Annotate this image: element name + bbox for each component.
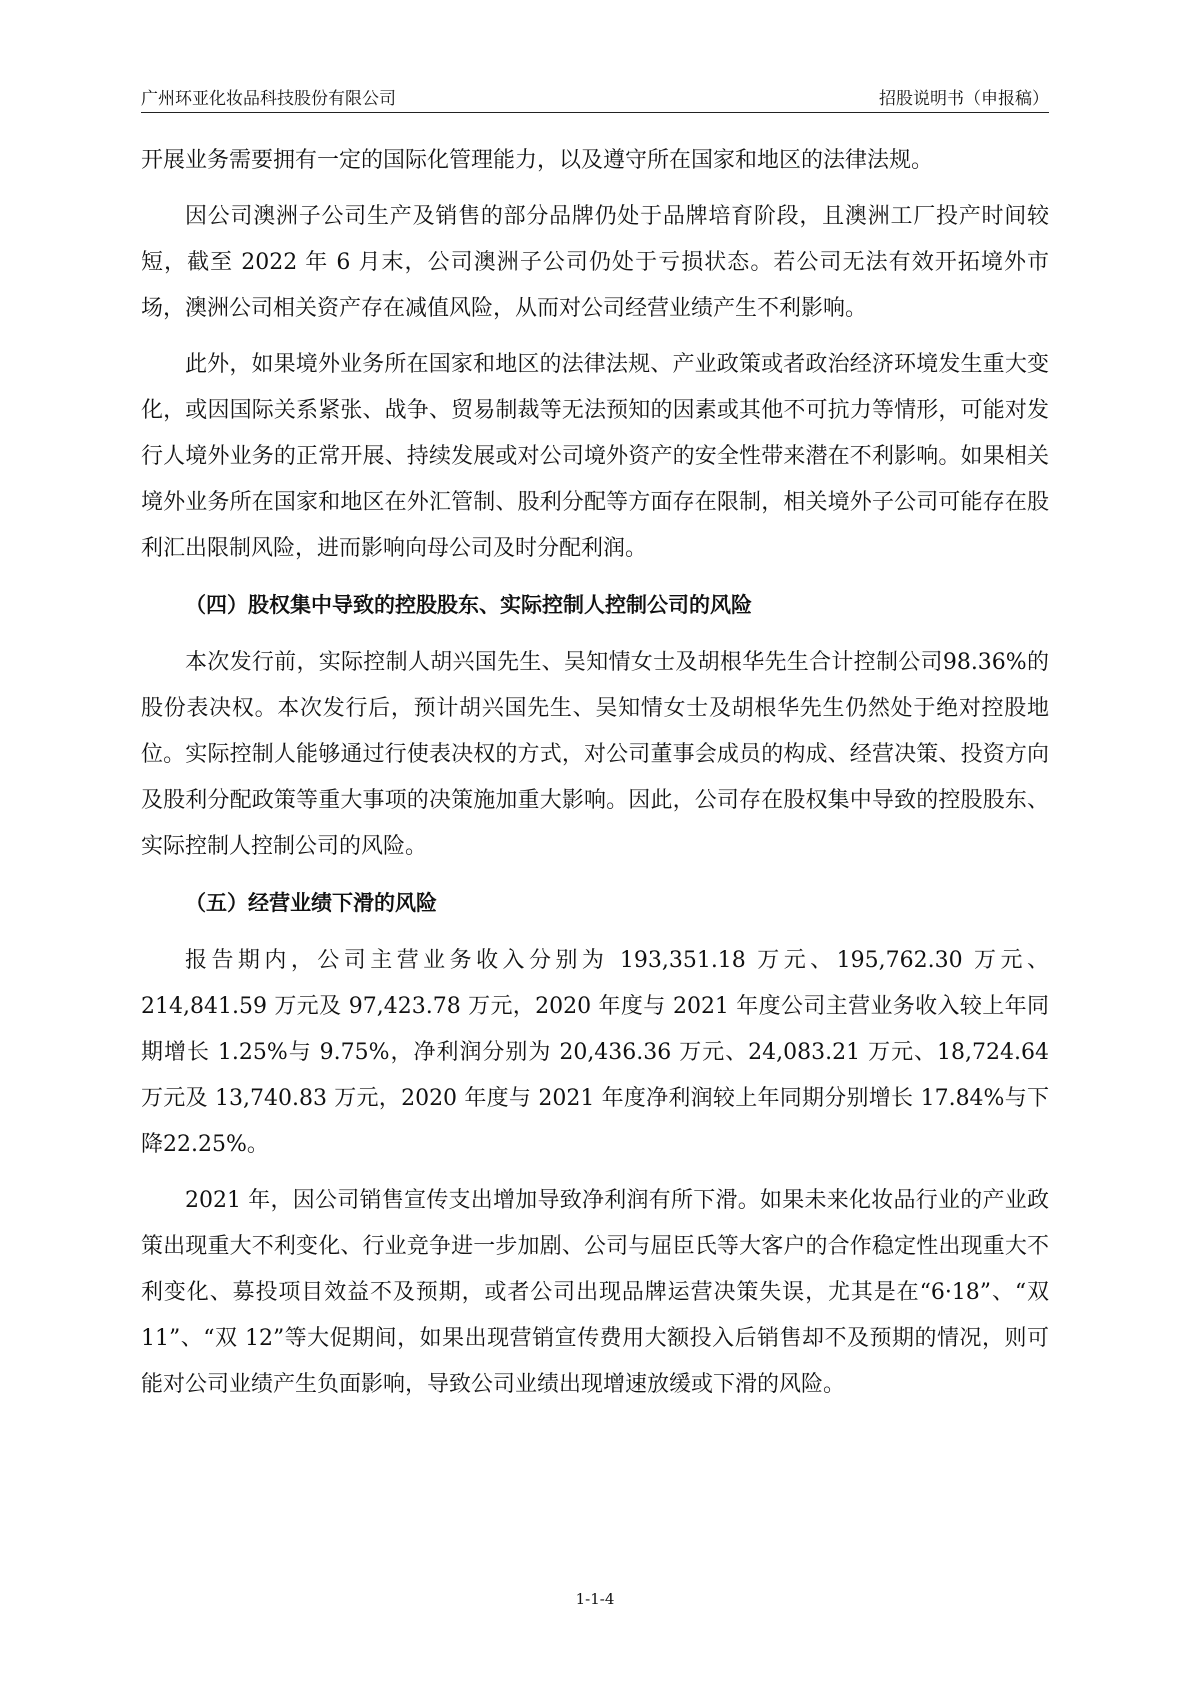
paragraph: 开展业务需要拥有一定的国际化管理能力，以及遵守所在国家和地区的法律法规。: [141, 148, 934, 173]
header-company-name: 广州环亚化妆品科技股份有限公司: [141, 89, 396, 109]
paragraph: 因公司澳洲子公司生产及销售的部分品牌仍处于品牌培育阶段，且澳洲工厂投产时间较短，截至 2022 年 6 月末，公司澳洲子公司仍处于亏损状态。若公司无法有效开拓境外市场，澳洲公司相关资产存在减值风险，从而对公司经营业绩产生不利影响。: [141, 204, 1049, 321]
paragraph: 本次发行前，实际控制人胡兴国先生、吴知情女士及胡根华先生合计控制公司98.36%的股份表决权。本次发行后，预计胡兴国先生、吴知情女士及胡根华先生仍然处于绝对控股地位。实际控制人能够通过行使表决权的方式，对公司董事会成员的构成、经营决策、投资方向及股利分配政策等重大事项的决策施加重大影响。因此，公司存在股权集中导致的控股股东、实际控制人控制公司的风险。: [141, 650, 1049, 859]
document-body: [141, 138, 1049, 1408]
header-document-type: 招股说明书（申报稿）: [879, 89, 1049, 109]
section-heading-equity-concentration: （四）股权集中导致的控股股东、实际控制人控制公司的风险: [185, 593, 752, 617]
paragraph: 2021 年，因公司销售宣传支出增加导致净利润有所下滑。如果未来化妆品行业的产业政策出现重大不利变化、行业竞争进一步加剧、公司与屈臣氏等大客户的合作稳定性出现重大不利变化、募投项目效益不及预期，或者公司出现品牌运营决策失误，尤其是在“6·18”、“双 11”、“双 12”等大促期间，如果出现营销宣传费用大额投入后销售却不及预期的情况，则可能对公司业绩产生负面影响，导致公司业绩出现增速放缓或下滑的风险。: [141, 1188, 1049, 1397]
section-heading-performance-decline: （五）经营业绩下滑的风险: [185, 891, 437, 915]
paragraph: 此外，如果境外业务所在国家和地区的法律法规、产业政策或者政治经济环境发生重大变化，或因国际关系紧张、战争、贸易制裁等无法预知的因素或其他不可抗力等情形，可能对发行人境外业务的正常开展、持续发展或对公司境外资产的安全性带来潜在不利影响。如果相关境外业务所在国家和地区在外汇管制、股利分配等方面存在限制，相关境外子公司可能存在股利汇出限制风险，进而影响向母公司及时分配利润。: [141, 352, 1049, 561]
page-header: [141, 82, 1049, 113]
page-number: 1-1-4: [575, 1590, 615, 1608]
paragraph: 报告期内，公司主营业务收入分别为 193,351.18 万元、195,762.30 万元、214,841.59 万元及 97,423.78 万元，2020 年度与 2021 年度公司主营业务收入较上年同期增长 1.25%与 9.75%，净利润分别为 20,436.36 万元、24,083.21 万元、18,724.64 万元及 13,740.83 万元，2020 年度与 2021 年度净利润较上年同期分别增长 17.84%与下降22.25%。: [141, 948, 1049, 1157]
